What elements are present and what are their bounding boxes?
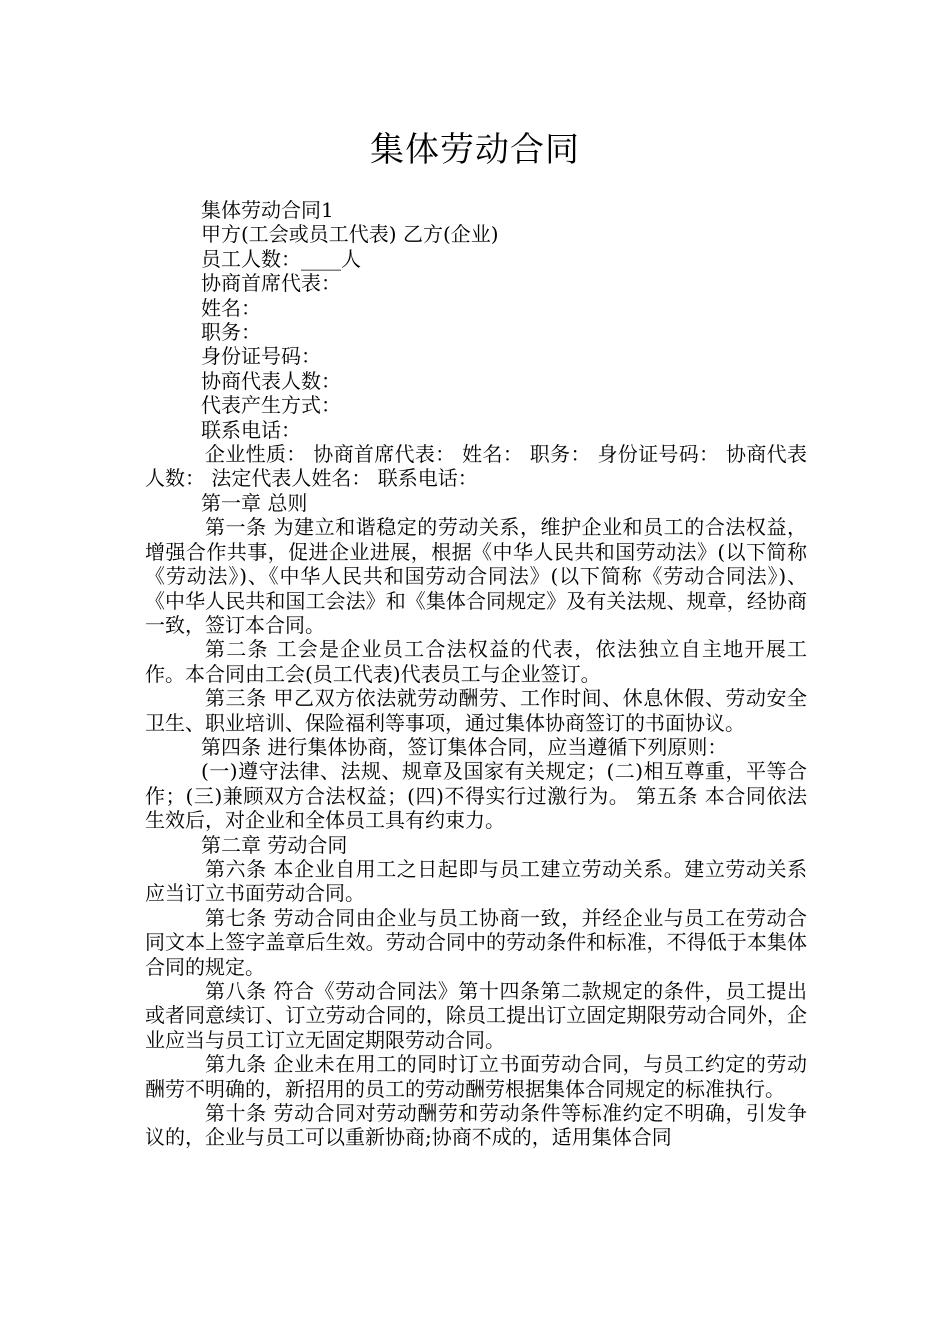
paragraph-chief-rep: 协商首席代表： (201, 271, 341, 296)
paragraph-name: 姓名： (201, 295, 261, 320)
article-paragraph: 第三条 甲乙双方依法就劳动酬劳、工作时间、休息休假、劳动安全卫生、职业培训、保险福利等事项，通过集体协商签订的书面协议。 (145, 686, 807, 735)
principles-paragraph: (一)遵守法律、法规、规章及国家有关规定；(二)相互尊重，平等合作；(三)兼顾双方合法权益；(四)不得实行过激行为。 第五条 本合同依法生效后，对企业和全体员工具有约束力。 (145, 759, 807, 833)
paragraph-id-number: 身份证号码： (201, 344, 321, 369)
chapter-heading: 第二章 劳动合同 (201, 832, 348, 857)
paragraph-employee-count: 员工人数：____人 (201, 246, 361, 271)
document-body (145, 198, 807, 1150)
article-paragraph: 第四条 进行集体协商，签订集体合同，应当遵循下列原则： (201, 734, 728, 759)
article-paragraph: 第八条 符合《劳动合同法》第十四条第二款规定的条件，员工提出或者同意续订、订立劳动合同的，除员工提出订立固定期限劳动合同外，企业应当与员工订立无固定期限劳动合同。 (145, 979, 807, 1052)
paragraph-position: 职务： (201, 320, 261, 345)
paragraph-rep-count: 协商代表人数： (201, 368, 341, 393)
paragraph-rep-method: 代表产生方式： (201, 393, 341, 418)
article-paragraph: 第二条 工会是企业员工合法权益的代表，依法独立自主地开展工作。本合同由工会(员工代表)代表员工与企业签订。 (145, 637, 807, 686)
document-title: 集体劳动合同 (370, 130, 580, 170)
article-paragraph: 第九条 企业未在用工的同时订立书面劳动合同，与员工约定的劳动酬劳不明确的，新招用的员工的劳动酬劳根据集体合同规定的标准执行。 (145, 1052, 807, 1101)
article-paragraph: 第一条 为建立和谐稳定的劳动关系，维护企业和员工的合法权益，增强合作共事，促进企业进展，根据《中华人民共和国劳动法》(以下简称《劳动法》)、《中华人民共和国劳动合同法》(以下简称《劳动合同法》)、《中华人民共和国工会法》和《集体合同规定》及有关法规、规章，经协商一致，签订本合同。 (145, 515, 807, 637)
article-paragraph: 第六条 本企业自用工之日起即与员工建立劳动关系。建立劳动关系应当订立书面劳动合同。 (145, 856, 807, 906)
article-paragraph: 第十条 劳动合同对劳动酬劳和劳动条件等标准约定不明确，引发争议的，企业与员工可以重新协商;协商不成的，适用集体合同 (145, 1101, 807, 1150)
paragraph-phone: 联系电话： (201, 417, 301, 442)
paragraph-parties: 甲方(工会或员工代表) 乙方(企业) (201, 222, 499, 247)
paragraph-heading: 集体劳动合同1 (201, 198, 334, 222)
article-paragraph: 第七条 劳动合同由企业与员工协商一致，并经企业与员工在劳动合同文本上签字盖章后生效。劳动合同中的劳动条件和标准，不得低于本集体合同的规定。 (145, 905, 807, 979)
chapter-heading: 第一章 总则 (201, 490, 308, 515)
paragraph-enterprise-info: 企业性质： 协商首席代表： 姓名： 职务： 身份证号码： 协商代表人数： 法定代表人姓名： 联系电话： (145, 442, 807, 491)
